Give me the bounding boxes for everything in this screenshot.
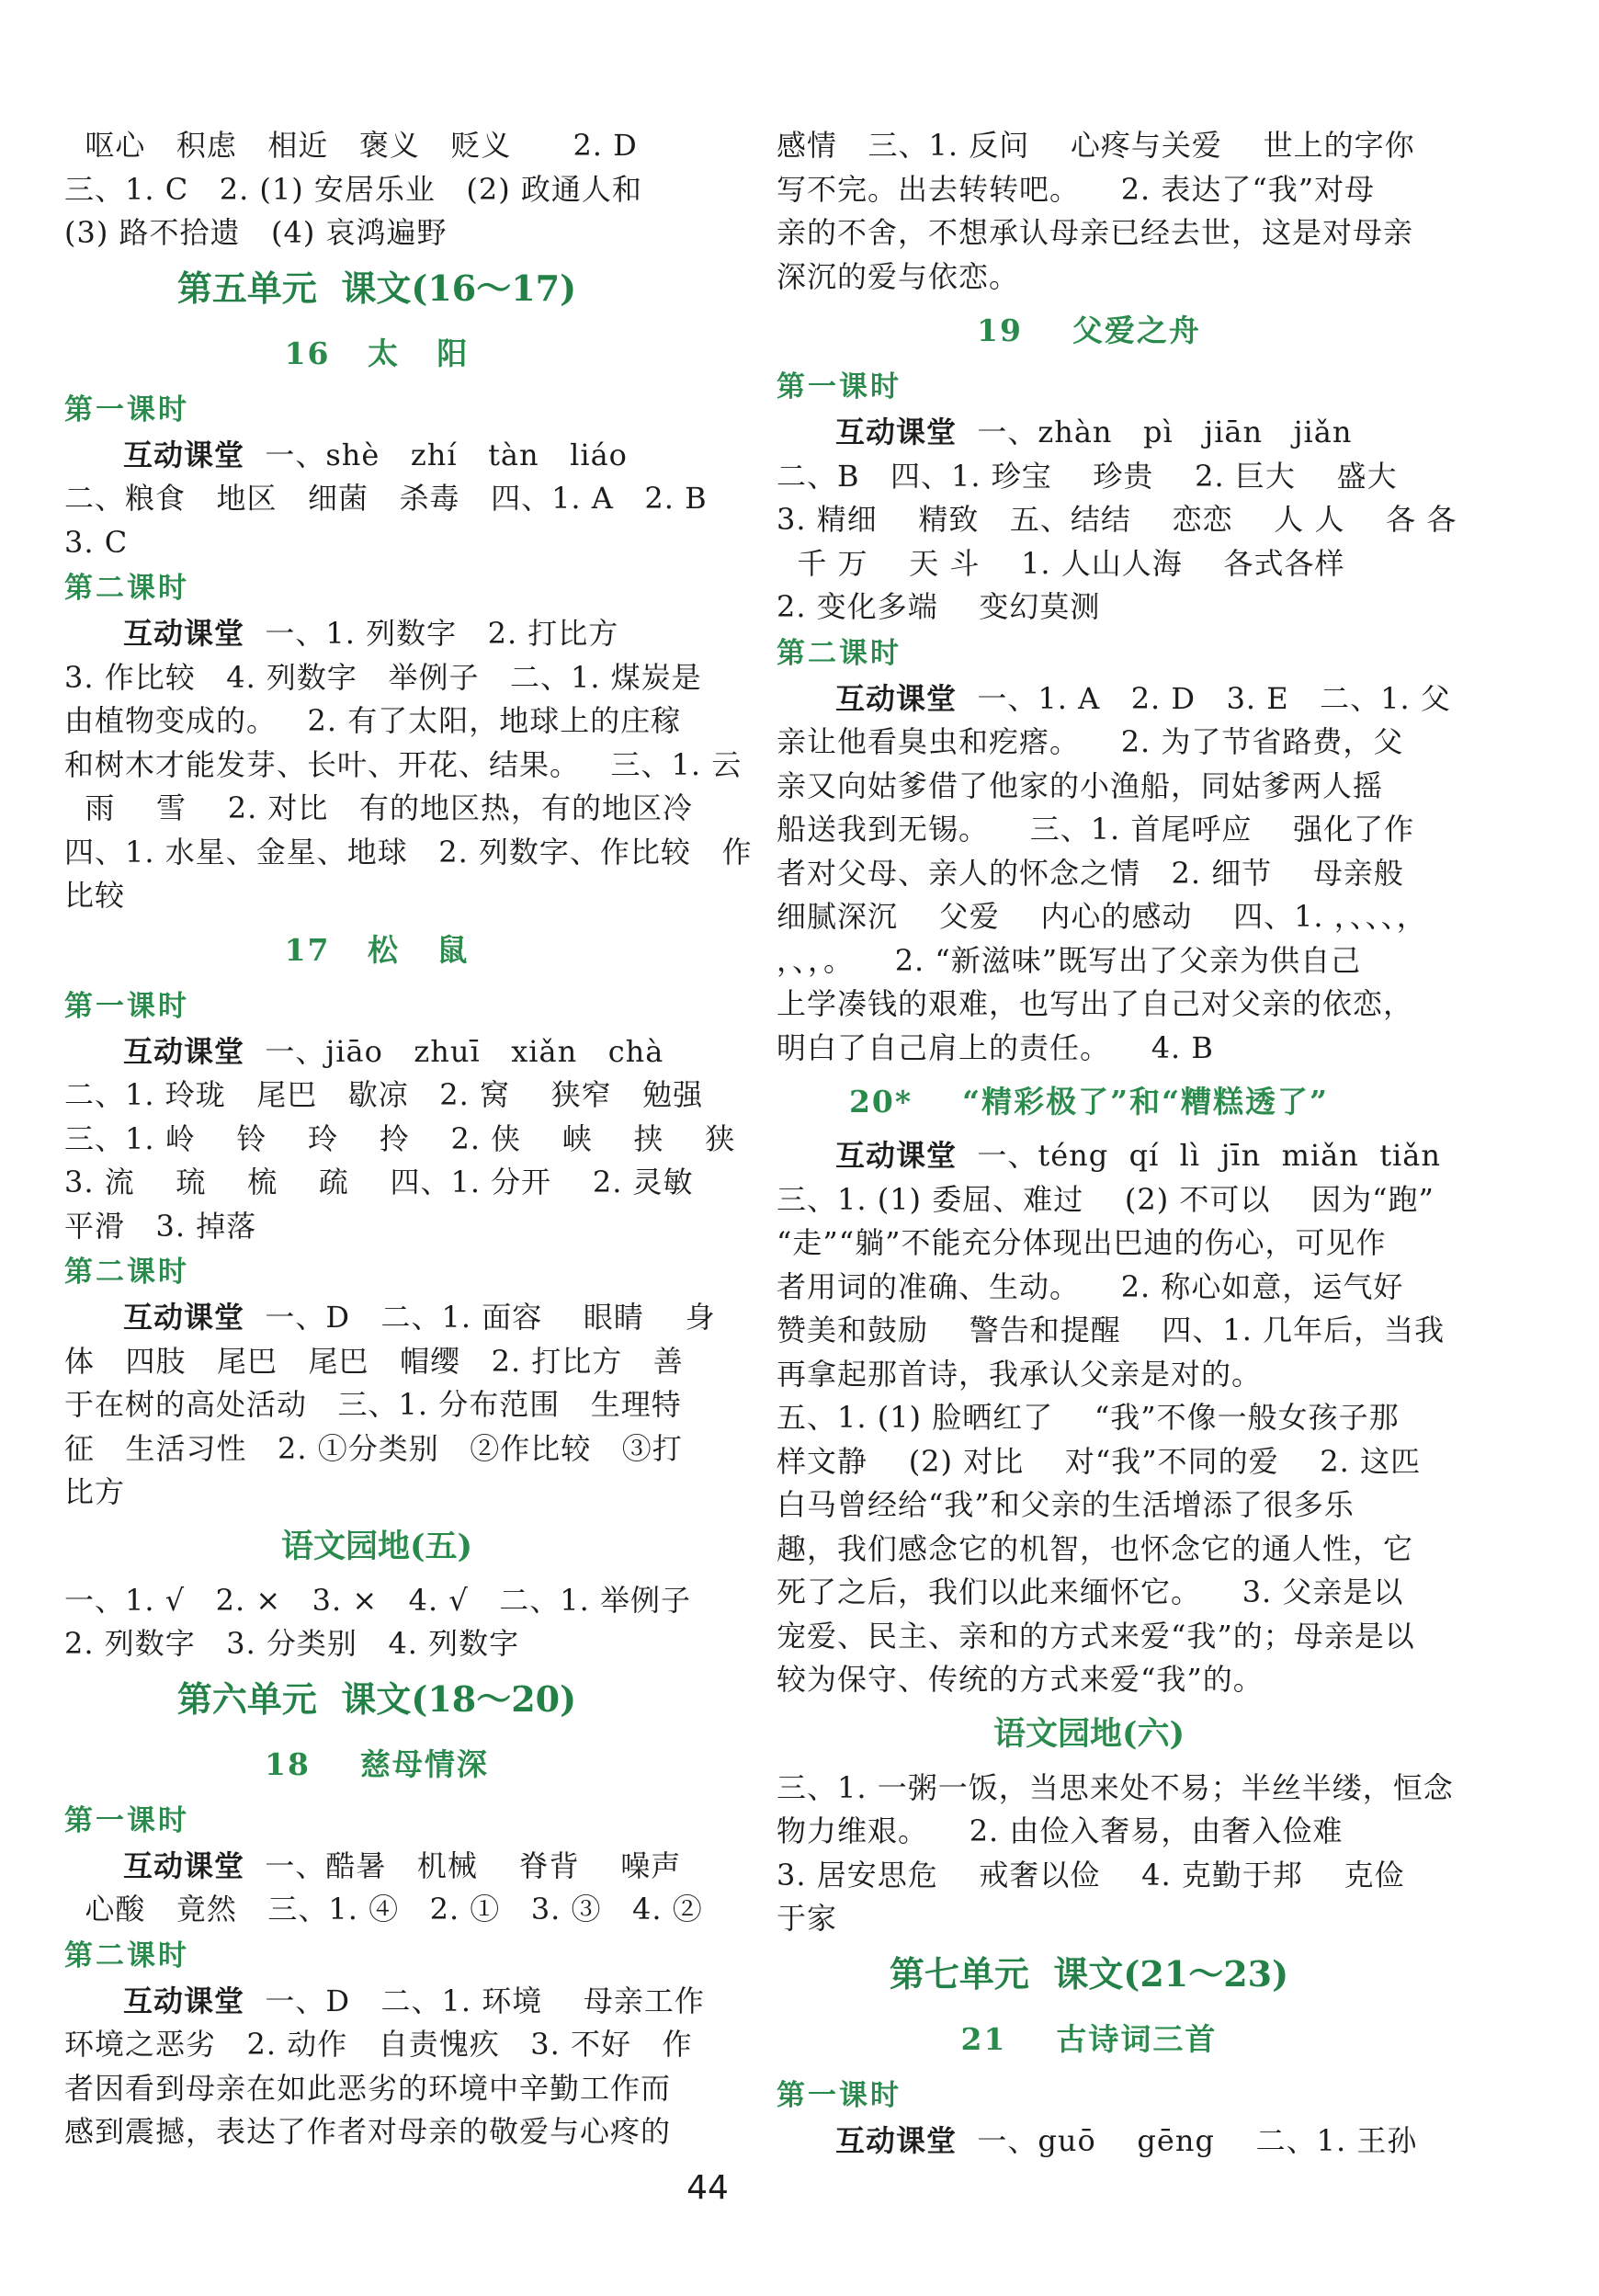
text-content: 心酸 竟然 三、1. ④ 2. ① 3. ③ 4. ② bbox=[64, 1892, 703, 1927]
text-content: 第二课时 bbox=[64, 1938, 189, 1972]
answer-line bbox=[777, 1767, 1454, 1811]
answer-line bbox=[64, 1118, 736, 1162]
text-content: 比较 bbox=[64, 878, 126, 913]
text-content: 第五单元 课文(16～17) bbox=[176, 267, 577, 309]
answer-line bbox=[64, 1296, 716, 1340]
text-content: 物力维艰。 2. 由俭入奢易，由奢入俭难 bbox=[777, 1813, 1344, 1848]
text-content: 雨 雪 2. 对比 有的地区热，有的地区冷 bbox=[64, 790, 693, 825]
text-content: 18 慈母情深 bbox=[265, 1745, 489, 1782]
answer-line bbox=[777, 721, 1404, 765]
answer-line bbox=[777, 1440, 1421, 1484]
answer-line bbox=[777, 1528, 1414, 1572]
answer-line bbox=[777, 1178, 1435, 1222]
answer-line bbox=[64, 1888, 703, 1932]
text-content: 和树木才能发芽、长叶、开花、结果。 三、1. 云 bbox=[64, 746, 743, 782]
answer-line bbox=[777, 256, 1401, 300]
right-column bbox=[777, 124, 1457, 2163]
answer-line bbox=[777, 542, 1401, 586]
text-content: 21 古诗词三首 bbox=[960, 2020, 1218, 2057]
text-content: 一、zhàn pì jiān jiǎn bbox=[957, 415, 1353, 449]
answer-line bbox=[64, 1074, 704, 1118]
interactive-class-label: 互动课堂 bbox=[123, 437, 245, 472]
section-heading bbox=[64, 1515, 689, 1579]
answer-line bbox=[777, 1483, 1401, 1528]
text-content: 二、1. 玲珑 尾巴 歇凉 2. 窝 狭窄 勉强 bbox=[64, 1077, 704, 1112]
answer-line bbox=[64, 1030, 689, 1074]
unit-heading bbox=[777, 1941, 1401, 2007]
unit-heading bbox=[64, 1666, 689, 1733]
text-content: 第一课时 bbox=[777, 370, 902, 404]
text-content: 一、guō gēng 二、1. 王孙 bbox=[957, 2122, 1418, 2158]
text-content: 平滑 3. 掉落 bbox=[64, 1208, 257, 1244]
text-content: 宠爱、民主、亲和的方式来爱“我”的；母亲是以 bbox=[777, 1618, 1415, 1654]
left-column bbox=[64, 124, 753, 2154]
answer-line bbox=[64, 1845, 689, 1889]
text-content: “走”“躺”不能充分体现出巴迪的伤心，可见作 bbox=[777, 1225, 1387, 1260]
class-period-heading bbox=[64, 1932, 689, 1980]
text-content: 者对父母、亲人的怀念之情 2. 细节 母亲般 bbox=[777, 855, 1404, 891]
text-content: 由植物变成的。 2. 有了太阳，地球上的庄稼 bbox=[64, 703, 682, 738]
text-content: 3. 精细 精致 五、结结 恋恋 人 人 各 各 bbox=[777, 502, 1457, 537]
text-content: 17 松 鼠 bbox=[284, 931, 470, 968]
text-content: 16 太 阳 bbox=[284, 335, 470, 371]
text-content: 环境之恶劣 2. 动作 自责愧疚 3. 不好 作 bbox=[64, 2027, 693, 2062]
text-content: 一、1. 列数字 2. 打比方 bbox=[244, 616, 619, 651]
interactive-class-label: 互动课堂 bbox=[123, 616, 245, 651]
answer-line bbox=[777, 1897, 1401, 1941]
answer-line bbox=[777, 765, 1401, 809]
answer-line bbox=[64, 2110, 689, 2154]
lesson-title bbox=[64, 918, 689, 983]
text-content: 2. 变化多端 变幻莫测 bbox=[777, 589, 1101, 624]
answer-line bbox=[64, 1340, 689, 1384]
text-content: 趣，我们感念它的机智，也怀念它的通人性，它 bbox=[777, 1530, 1414, 1566]
text-content: 千 万 天 斗 1. 人山人海 各式各样 bbox=[777, 545, 1345, 581]
class-period-heading bbox=[64, 983, 689, 1030]
answer-line bbox=[777, 1571, 1404, 1615]
text-content: 亲又向姑爹借了他家的小渔船，同姑爹两人摇 bbox=[777, 767, 1384, 803]
text-content: 五、1. (1) 脸晒红了 “我”不像一般女孩子那 bbox=[777, 1400, 1400, 1435]
answer-line bbox=[777, 411, 1401, 455]
interactive-class-label: 互动课堂 bbox=[835, 1138, 958, 1173]
answer-line bbox=[64, 1471, 689, 1515]
answer-line bbox=[64, 1383, 689, 1427]
class-period-heading bbox=[777, 2072, 1401, 2120]
answer-line bbox=[64, 874, 689, 918]
answer-line bbox=[777, 2120, 1418, 2164]
text-content: 20* “精彩极了”和“糟糕透了” bbox=[848, 1084, 1330, 1120]
answer-line bbox=[64, 1427, 689, 1472]
text-content: 一、D 二、1. 环境 母亲工作 bbox=[244, 1983, 705, 2018]
text-content: 三、1. C 2. (1) 安居乐业 (2) 政通人和 bbox=[64, 171, 642, 207]
class-period-heading bbox=[777, 363, 1401, 411]
text-content: 第六单元 课文(18～20) bbox=[176, 1677, 577, 1720]
text-content: 三、1. 岭 铃 玲 拎 2. 侠 峡 挟 狭 bbox=[64, 1120, 736, 1156]
answer-line bbox=[64, 434, 689, 478]
answer-line bbox=[64, 124, 689, 168]
text-content: 语文园地(六) bbox=[992, 1714, 1185, 1753]
lesson-title bbox=[777, 2007, 1401, 2072]
answer-line bbox=[777, 1266, 1404, 1310]
interactive-class-label: 互动课堂 bbox=[123, 1033, 245, 1069]
answer-line bbox=[777, 808, 1415, 852]
text-content: 3. C bbox=[64, 524, 129, 560]
text-content: 写不完。出去转转吧。 2. 表达了“我”对母 bbox=[777, 171, 1376, 207]
answer-line bbox=[777, 939, 1401, 983]
text-content: 第二课时 bbox=[777, 636, 902, 670]
answer-line bbox=[777, 498, 1457, 542]
lesson-title bbox=[777, 299, 1401, 363]
interactive-class-label: 互动课堂 bbox=[835, 415, 958, 449]
answer-line bbox=[64, 2023, 693, 2067]
text-content: 3. 居安思危 戒奢以俭 4. 克勤于邦 克俭 bbox=[777, 1857, 1405, 1892]
answer-line bbox=[777, 1222, 1401, 1266]
answer-line bbox=[64, 1161, 694, 1205]
answer-line bbox=[777, 1810, 1401, 1854]
text-content: 较为保守、传统的方式来爱“我”的。 bbox=[777, 1662, 1264, 1697]
answer-line bbox=[777, 1396, 1401, 1440]
answer-line bbox=[64, 2067, 689, 2111]
text-content: 上学凑钱的艰难，也写出了自己对父亲的依恋， bbox=[777, 986, 1414, 1021]
text-content: 第一课时 bbox=[777, 2078, 902, 2112]
answer-line bbox=[64, 699, 689, 744]
answer-line bbox=[64, 477, 708, 521]
text-content: 第二课时 bbox=[64, 1256, 189, 1289]
text-content: 四、1. 水星、金星、地球 2. 列数字、作比较 作 bbox=[64, 834, 753, 870]
text-content: 于在树的高处活动 三、1. 分布范围 生理特 bbox=[64, 1387, 682, 1422]
text-content: 明白了自己肩上的责任。 4. B bbox=[777, 1029, 1214, 1065]
text-content: 亲让他看臭虫和疙瘩。 2. 为了节省路费，父 bbox=[777, 724, 1404, 759]
text-content: 语文园地(五) bbox=[280, 1527, 473, 1565]
text-content: 二、粮食 地区 细菌 杀毒 四、1. A 2. B bbox=[64, 481, 708, 516]
text-content: 深沉的爱与依恋。 bbox=[777, 258, 1020, 294]
answer-line bbox=[777, 895, 1427, 939]
answer-line bbox=[777, 455, 1401, 499]
text-content: 再拿起那首诗，我承认父亲是对的。 bbox=[777, 1356, 1263, 1392]
text-content: 船送我到无锡。 三、1. 首尾呼应 强化了作 bbox=[777, 812, 1415, 847]
class-period-heading bbox=[64, 386, 689, 434]
text-content: 比方 bbox=[64, 1474, 126, 1509]
text-content: 3. 作比较 4. 列数字 举例子 二、1. 煤炭是 bbox=[64, 659, 702, 695]
answer-line bbox=[64, 831, 753, 875]
class-period-heading bbox=[64, 564, 689, 612]
answer-line bbox=[64, 612, 689, 656]
answer-line bbox=[64, 211, 689, 256]
lesson-title bbox=[64, 1733, 689, 1797]
answer-line bbox=[777, 124, 1415, 168]
answer-line bbox=[64, 1622, 689, 1666]
text-content: 第一课时 bbox=[64, 989, 189, 1023]
answer-line bbox=[777, 1309, 1446, 1353]
unit-heading bbox=[64, 256, 689, 322]
answer-line bbox=[777, 168, 1401, 212]
text-content: 呕心 积虑 相近 褒义 贬义 2. D bbox=[64, 128, 638, 163]
interactive-class-label: 互动课堂 bbox=[123, 1847, 245, 1883]
interactive-class-label: 互动课堂 bbox=[123, 1983, 245, 2018]
answer-line bbox=[777, 1854, 1405, 1898]
text-content: 征 生活习性 2. ①分类别 ②作比较 ③打 bbox=[64, 1430, 683, 1466]
answer-line bbox=[777, 677, 1451, 722]
text-content: 感情 三、1. 反问 心疼与关爱 世上的字你 bbox=[777, 128, 1415, 163]
lesson-title bbox=[777, 1070, 1401, 1134]
text-content: 于家 bbox=[777, 1901, 838, 1936]
text-content: 三、1. 一粥一饭，当思来处不易；半丝半缕，恒念 bbox=[777, 1769, 1454, 1805]
interactive-class-label: 互动课堂 bbox=[835, 2122, 958, 2158]
section-heading bbox=[777, 1702, 1401, 1767]
answer-line bbox=[777, 211, 1414, 256]
text-content: 一、1. √ 2. × 3. × 4. √ 二、1. 举例子 bbox=[64, 1582, 691, 1618]
text-content: 体 四肢 尾巴 尾巴 帽缨 2. 打比方 善 bbox=[64, 1343, 684, 1379]
text-content: 感到震撼，表达了作者对母亲的敬爱与心疼的 bbox=[64, 2114, 672, 2149]
text-content: 19 父爱之舟 bbox=[977, 313, 1201, 348]
answer-line bbox=[777, 983, 1414, 1027]
answer-line bbox=[64, 787, 693, 831]
answer-line bbox=[64, 656, 702, 700]
text-content: 一、1. A 2. D 3. E 二、1. 父 bbox=[957, 680, 1451, 716]
answer-line bbox=[777, 1615, 1415, 1659]
class-period-heading bbox=[64, 1797, 689, 1845]
text-content: 白马曾经给“我”和父亲的生活增添了很多乐 bbox=[777, 1487, 1355, 1522]
text-content: 者因看到母亲在如此恶劣的环境中辛勤工作而 bbox=[64, 2070, 672, 2106]
answer-line bbox=[777, 1134, 1441, 1178]
text-content: 一、酷暑 机械 脊背 噪声 bbox=[244, 1847, 682, 1883]
text-content: 者用词的准确、生动。 2. 称心如意，运气好 bbox=[777, 1268, 1404, 1304]
interactive-class-label: 互动课堂 bbox=[123, 1300, 245, 1335]
class-period-heading bbox=[64, 1248, 689, 1296]
text-content: 第七单元 课文(21～23) bbox=[889, 1952, 1289, 1995]
text-content: ，、，。 2. “新滋味”既写出了父亲为供自己 bbox=[777, 942, 1362, 978]
text-content: 第一课时 bbox=[64, 1803, 189, 1837]
text-content: 亲的不舍，不想承认母亲已经去世，这是对母亲 bbox=[777, 215, 1414, 250]
page-number: 44 bbox=[686, 2169, 729, 2207]
text-content: 第一课时 bbox=[64, 392, 189, 426]
text-content: 样文静 (2) 对比 对“我”不同的爱 2. 这匹 bbox=[777, 1443, 1421, 1479]
answer-line bbox=[777, 1353, 1401, 1397]
class-period-heading bbox=[777, 630, 1401, 677]
answer-line bbox=[777, 585, 1401, 630]
text-content: 二、B 四、1. 珍宝 珍贵 2. 巨大 盛大 bbox=[777, 458, 1398, 494]
answer-line bbox=[64, 1980, 705, 2024]
text-content: 一、jiāo zhuī xiǎn chà bbox=[244, 1033, 664, 1069]
text-content: 一、D 二、1. 面容 眼睛 身 bbox=[244, 1300, 716, 1335]
answer-line bbox=[64, 168, 689, 212]
text-content: (3) 路不拾遗 (4) 哀鸿遍野 bbox=[64, 215, 448, 250]
answer-line bbox=[777, 1658, 1401, 1702]
text-content: 死了之后，我们以此来缅怀它。 3. 父亲是以 bbox=[777, 1574, 1404, 1609]
interactive-class-label: 互动课堂 bbox=[835, 680, 958, 716]
lesson-title bbox=[64, 322, 689, 386]
text-content: 一、téng qí lì jīn miǎn tiǎn bbox=[957, 1138, 1441, 1173]
answer-line bbox=[64, 744, 743, 788]
answer-line bbox=[64, 1579, 689, 1623]
answer-line bbox=[777, 1027, 1401, 1071]
text-content: 第二课时 bbox=[64, 572, 189, 605]
text-content: 2. 列数字 3. 分类别 4. 列数字 bbox=[64, 1626, 520, 1661]
text-content: 一、shè zhí tàn liáo bbox=[244, 437, 628, 472]
text-content: 细腻深沉 父爱 内心的感动 四、1. ，、、、， bbox=[777, 899, 1427, 934]
answer-line bbox=[777, 852, 1404, 896]
answer-line bbox=[64, 1205, 689, 1249]
answer-line bbox=[64, 521, 689, 565]
text-content: 赞美和鼓励 警告和提醒 四、1. 几年后，当我 bbox=[777, 1313, 1446, 1347]
text-content: 3. 流 琉 梳 疏 四、1. 分开 2. 灵敏 bbox=[64, 1165, 694, 1199]
text-content: 三、1. (1) 委屈、难过 (2) 不可以 因为“跑” bbox=[777, 1181, 1435, 1217]
